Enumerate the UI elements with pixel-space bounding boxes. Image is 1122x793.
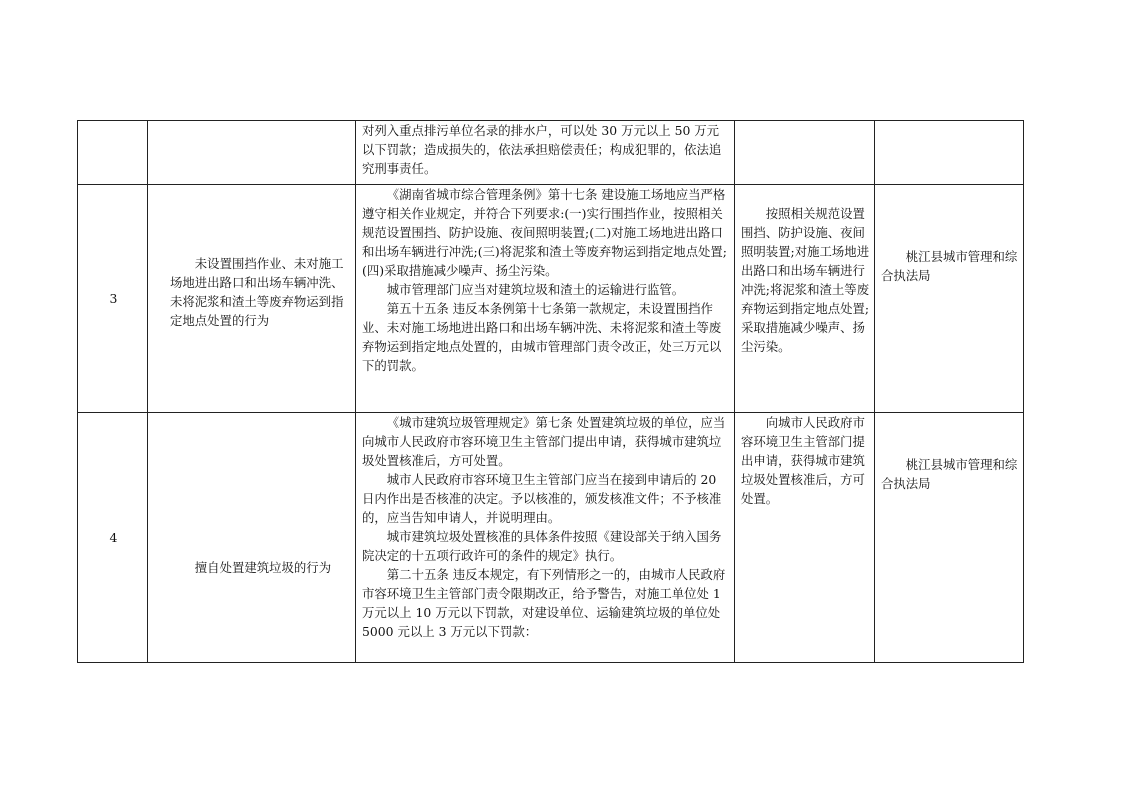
legal-basis-text: 第五十五条 违反本条例第十七条第一款规定，未设置围挡作业、未对施工场地进出路口和出场车辆冲洗、未将泥浆和渣土等废弃物运到指定地点处置的，由城市管理部门责令改正，处三万元以下的罚款。 [362,301,722,373]
agency-text: 桃江县城市管理和综合执法局 [881,457,1018,491]
row-number-cell [78,185,148,413]
legal-basis-text: 《湖南省城市综合管理条例》第十七条 建设施工场地应当严格遵守相关作业规定，并符合下列要求:(一)实行围挡作业，按照相关规范设置围挡、防护设施、夜间照明装置;(二)对施工场地进出路口和出场车辆进行冲洗;(三)将泥浆和渣土等废弃物运到指定地点处置;(四)采取措施减少噪声、扬尘污染。 [362,187,727,278]
legal-basis-text: 《城市建筑垃圾管理规定》第七条 处置建筑垃圾的单位，应当向城市人民政府市容环境卫生主管部门提出申请，获得城市建筑垃圾处置核准后，方可处置。 [362,415,726,468]
duty-cell [735,413,875,663]
violation-cell [148,413,356,663]
agency-text: 桃江县城市管理和综合执法局 [881,249,1018,283]
row-number: 4 [109,530,118,545]
row-number: 3 [109,291,118,306]
legal-basis-text: 城市管理部门应当对建筑垃圾和渣土的运输进行监管。 [386,282,685,297]
table-row [78,121,1024,185]
legal-basis-text: 城市建筑垃圾处置核准的具体条件按照《建设部关于纳入国务院决定的十五项行政许可的条件的规定》执行。 [362,529,722,563]
legal-basis-text: 第二十五条 违反本规定，有下列情形之一的，由城市人民政府市容环境卫生主管部门责令限期改正，给予警告，对施工单位处 1 万元以上 10 万元以下罚款，对建设单位、运输建筑垃圾的单位处5000 元以上 3 万元以下罚款： [362,567,726,639]
table-row [78,413,1024,663]
table-row [78,185,1024,413]
legal-basis-text: 对列入重点排污单位名录的排水户，可以处 30 万元以上 50 万元以下罚款；造成损失的，依法承担赔偿责任；构成犯罪的，依法追究刑事责任。 [362,123,722,176]
duty-text: 向城市人民政府市容环境卫生主管部门提出申请，获得城市建筑垃圾处置核准后，方可处置。 [741,415,865,506]
agency-cell [875,185,1024,413]
legal-basis-cell [356,121,735,185]
row-number-cell [78,121,148,185]
legal-basis-cell [356,185,735,413]
agency-cell [875,413,1024,663]
legal-basis-text: 城市人民政府市容环境卫生主管部门应当在接到申请后的 20 日内作出是否核准的决定。予以核准的，颁发核准文件；不予核准的，应当告知申请人，并说明理由。 [362,472,722,525]
legal-basis-cell [356,413,735,663]
duty-text: 按照相关规范设置围挡、防护设施、夜间照明装置;对施工场地进出路口和出场车辆进行冲洗;将泥浆和渣土等废弃物运到指定地点处置;采取措施减少噪声、扬尘污染。 [741,206,870,354]
violation-text: 擅自处置建筑垃圾的行为 [194,560,332,575]
enforcement-table [77,120,1024,663]
duty-cell [735,121,875,185]
agency-cell [875,121,1024,185]
violation-text: 未设置围挡作业、未对施工场地进出路口和出场车辆冲洗、未将泥浆和渣土等废弃物运到指定地点处置的行为 [170,255,344,328]
violation-cell [148,121,356,185]
violation-cell [148,185,356,413]
row-number-cell [78,413,148,663]
duty-cell [735,185,875,413]
